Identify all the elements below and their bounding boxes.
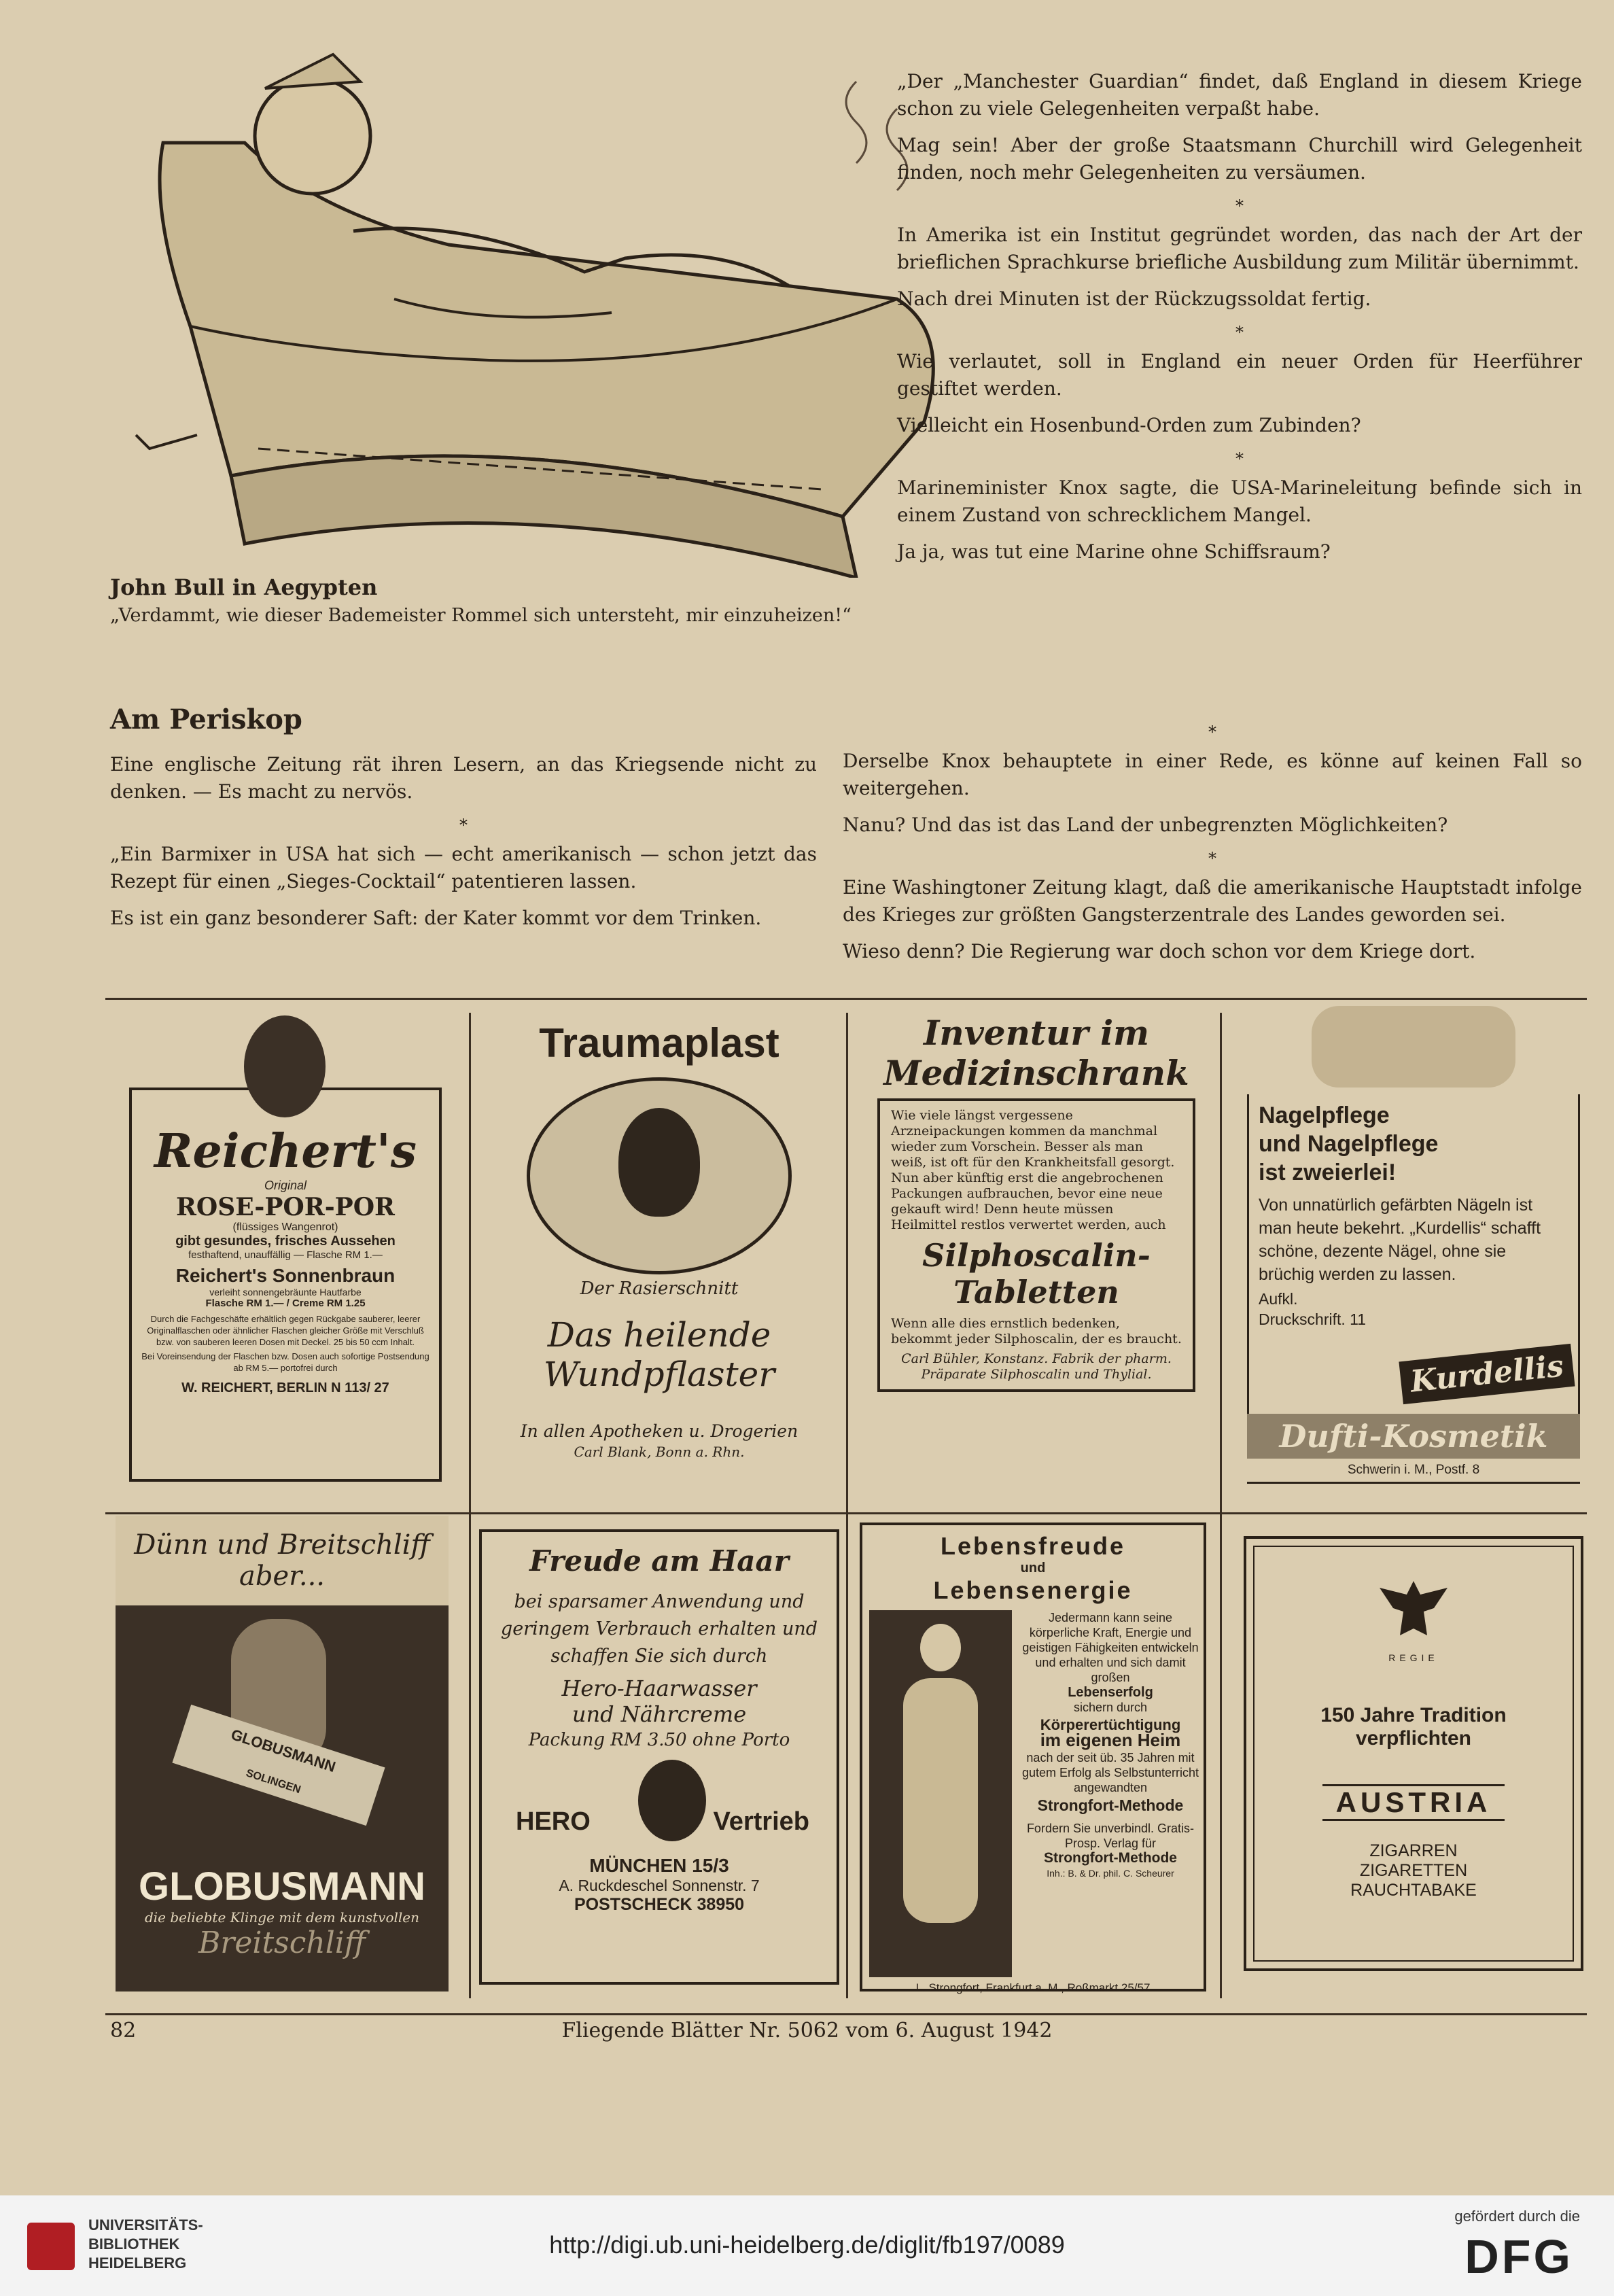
paragraph: Vielleicht ein Hosenbund-Orden zum Zubinden? [897, 414, 1361, 436]
strongfort-text: Jedermann kann seine körperliche Kraft, Energie und geistigen Fähigkeiten entwickeln und erhalten und sich damit großen [1022, 1611, 1199, 1684]
silphoscalin-title: Medizinschrank [883, 1053, 1189, 1093]
kurdellis-headline: und Nagelpflege [1259, 1131, 1439, 1157]
reichert-line: verleiht sonnengebräunte Hautfarbe [209, 1287, 362, 1298]
page-number: 82 [110, 2019, 137, 2042]
paragraph: Nanu? Und das ist das Land der unbegrenzten Möglichkeiten? [843, 814, 1448, 836]
paragraph: „Der „Manchester Guardian“ findet, daß England in diesem Kriege schon zu viele Gelegenheiten verpaßt habe. [897, 70, 1582, 120]
strongfort-method: Strongfort-Methode [1037, 1796, 1184, 1814]
separator-star: * [459, 816, 468, 835]
strongfort-bold: im eigenen Heim [1040, 1730, 1181, 1750]
divider-rule [105, 2013, 1587, 2015]
reichert-line: Durch die Fachgeschäfte erhältlich gegen Rückgabe sauberer, leerer Originalflaschen oder ähnlicher Flaschen gleicher Größe mit Verschluß bzw. von sauberen leeren Dosen mit Deckel. 25 bis 50 ccm Inhalt. [147, 1314, 424, 1347]
silphoscalin-product: Tabletten [953, 1274, 1119, 1310]
cartoon-caption: „Verdammt, wie dieser Bademeister Rommel sich untersteht, mir einzuheizen!“ [110, 605, 852, 626]
austria-product: ZIGARREN [1369, 1841, 1458, 1860]
hero-title: Freude am Haar [529, 1544, 789, 1578]
left-column [110, 751, 817, 941]
traumaplast-slogan: Das heilende [547, 1315, 771, 1355]
dfg-logo: DFG [1464, 2230, 1573, 2283]
austria-regie: REGIE [1388, 1652, 1439, 1663]
hero-logo-right: Vertrieb [713, 1807, 809, 1836]
strongfort-text: nach der seit üb. 35 Jahren mit gutem Erfolg als Selbstunterricht angewandten [1021, 1751, 1199, 1794]
reichert-original: Original [264, 1179, 307, 1192]
cartoon-illustration [109, 41, 985, 578]
silphoscalin-box [877, 1098, 1195, 1392]
kurdellis-headline: Nagelpflege [1259, 1102, 1390, 1128]
strongfort-owner: Inh.: B. & Dr. phil. C. Scheurer [1047, 1868, 1174, 1879]
divider-rule [469, 1013, 471, 1998]
divider-rule [105, 998, 1587, 1000]
austria-tradition: verpflichten [1355, 1727, 1472, 1750]
kurdellis-body: Von unnatürlich gefärbten Nägeln ist man heute bekehrt. „Kurdellis“ schafft schöne, dezente Nägel, ohne sie brüchig werden zu lassen. [1259, 1196, 1541, 1284]
globusmann-product: Breitschliff [198, 1926, 366, 1960]
separator-star: * [1208, 849, 1216, 868]
austria-product: RAUCHTABAKE [1350, 1881, 1477, 1900]
traumaplast-where: In allen Apotheken u. Drogerien [520, 1421, 799, 1441]
paragraph: In Amerika ist ein Institut gegründet worden, das nach der Art der brieflichen Sprachkurse briefliche Ausbildung zum Militär übernimmt. [897, 224, 1582, 273]
right-column-lower [843, 720, 1582, 975]
silphoscalin-maker: Carl Bühler, Konstanz. Fabrik der pharm. Präparate Silphoscalin und Thylial. [901, 1351, 1172, 1382]
archive-footer [0, 2195, 1614, 2296]
library-line: BIBLIOTHEK [88, 2236, 180, 2252]
strongfort-title: Lebensfreude [940, 1532, 1126, 1560]
archive-url-link[interactable]: http://digi.ub.uni-heidelberg.de/diglit/fb197/0089 [549, 2231, 1065, 2259]
strongfort-body-area [869, 1610, 1197, 1977]
reichert-product2: Reichert's Sonnenbraun [175, 1265, 396, 1286]
globusmann-headline: Dünn und Breitschliff aber... [116, 1516, 449, 1605]
hero-logo-left: HERO [516, 1807, 591, 1836]
ad-reichert [129, 1088, 442, 1482]
silphoscalin-title: Inventur im [923, 1013, 1150, 1053]
paragraph: „Ein Barmixer in USA hat sich — echt amerikanisch — schon jetzt das Rezept für einen „Sieges-Cocktail“ patentieren lassen. [110, 843, 817, 892]
globusmann-artwork [116, 1605, 449, 1864]
kurdellis-brand: Kurdellis [1399, 1344, 1575, 1404]
austria-inner-frame [1253, 1546, 1574, 1962]
kurdellis-box [1247, 1094, 1580, 1414]
silphoscalin-body: Wenn alle dies ernstlich bedenken, bekommt jeder Silphoscalin, der es braucht. [891, 1316, 1182, 1346]
silphoscalin-body: Wie viele längst vergessene Arzneipackungen kommen da manchmal wieder zum Vorschein. Besser als man weiß, ist oft für den Krankheitsfall gesorgt. Nun aber künftig erst die angebrochenen Packungen aufbrauchen, bevor eine neue gekauft wird! Denn heute müssen Heilmittel restlos verwertet werden, auch [891, 1108, 1175, 1232]
section-title: Am Periskop [110, 703, 302, 735]
hero-body: bei sparsamer Anwendung und geringem Verbrauch erhalten und schaffen Sie sich durch [500, 1591, 818, 1667]
blade-text: GLOBUSMANN [228, 1725, 338, 1776]
globusmann-brand: GLOBUSMANN [138, 1864, 426, 1909]
reichert-product: ROSE-POR-POR [176, 1193, 395, 1221]
reichert-line: festhaftend, unauffällig — Flasche RM 1.— [188, 1249, 383, 1261]
strongfort-bold: Körperertüchtigung [1040, 1716, 1181, 1733]
ad-globusmann [116, 1516, 449, 1991]
traumaplast-maker: Carl Blank, Bonn a. Rhn. [574, 1444, 745, 1460]
kurdellis-company: Dufti-Kosmetik [1247, 1414, 1580, 1459]
ad-strongfort [860, 1523, 1206, 1994]
austria-tradition: 150 Jahre Tradition [1320, 1704, 1507, 1726]
ad-hero [479, 1529, 839, 1985]
ad-silphoscalin [873, 1013, 1199, 1502]
traumaplast-oval-caption: Der Rasierschnitt [580, 1279, 739, 1299]
silphoscalin-product: Silphoscalin- [922, 1237, 1151, 1274]
strongfort-copy [1019, 1610, 1202, 1881]
head-silhouette-icon [638, 1760, 706, 1841]
kurdellis-aufkl: Aufkl. Druckschrift. 11 [1259, 1290, 1367, 1328]
separator-star: * [1235, 449, 1244, 468]
hero-city: MÜNCHEN 15/3 [589, 1855, 729, 1876]
separator-star: * [1208, 723, 1216, 742]
paragraph: Mag sein! Aber der große Staatsmann Churchill wird Gelegenheit finden, noch mehr Gelegenheiten zu versäumen. [897, 134, 1582, 184]
paragraph: Eine englische Zeitung rät ihren Lesern, an das Kriegsende nicht zu denken. — Es macht zu nervös. [110, 753, 817, 803]
strongfort-text: Fordern Sie unverbindl. Gratis-Prosp. Verlag für [1026, 1822, 1195, 1850]
paragraph: Derselbe Knox behauptete in einer Rede, es könne auf keinen Fall so weitergehen. [843, 750, 1582, 799]
reichert-sub: (flüssiges Wangenrot) [232, 1221, 338, 1233]
traumaplast-oval [527, 1077, 792, 1274]
hero-price: Packung RM 3.50 ohne Porto [528, 1730, 790, 1750]
strongfort-text: sichern durch [1073, 1701, 1148, 1714]
strongfort-method: Strongfort-Methode [1044, 1850, 1177, 1866]
hand-nails-icon [1312, 1006, 1515, 1088]
separator-star: * [1235, 323, 1244, 342]
divider-rule [1220, 1013, 1222, 1998]
divider-rule [846, 1013, 848, 1998]
strongfort-title: und [1020, 1561, 1046, 1576]
eagle-icon [1373, 1574, 1454, 1649]
strongfort-title: Lebensenergie [933, 1576, 1133, 1604]
woman-portrait-icon [244, 1015, 326, 1117]
traumaplast-slogan: Wundpflaster [543, 1355, 775, 1394]
hero-logo [495, 1760, 823, 1855]
library-line: HEIDELBERG [88, 2255, 187, 2272]
paragraph: Eine Washingtoner Zeitung klagt, daß die amerikanische Hauptstadt infolge des Krieges zur größten Gangsterzentrale des Landes geworden sei. [843, 876, 1582, 926]
reichert-line: gibt gesundes, frisches Aussehen [175, 1234, 396, 1249]
paragraph: Es ist ein ganz besonderer Saft: der Kater kommt vor dem Trinken. [110, 907, 762, 929]
austria-product: ZIGARETTEN [1359, 1861, 1468, 1880]
library-line: UNIVERSITÄTS- [88, 2216, 203, 2233]
paragraph: Nach drei Minuten ist der Rückzugssoldat fertig. [897, 288, 1371, 310]
hero-address: A. Ruckdeschel Sonnenstr. 7 [559, 1877, 760, 1894]
ad-traumaplast [496, 1020, 822, 1495]
strongfort-address: L. Strongfort, Frankfurt a. M., Roßmarkt 25/57 [915, 1981, 1151, 1994]
hero-product: Hero-Haarwasser [561, 1675, 757, 1701]
blade-text: SOLINGEN [244, 1767, 302, 1796]
reichert-brand: Reichert's [154, 1124, 417, 1179]
strongfort-text: Lebenserfolg [1068, 1685, 1153, 1700]
strongman-figure-icon [869, 1610, 1012, 1977]
kurdellis-address: Schwerin i. M., Postf. 8 [1247, 1459, 1580, 1484]
kurdellis-headline: ist zweierlei! [1259, 1160, 1397, 1185]
reichert-line: Flasche RM 1.— / Creme RM 1.25 [205, 1298, 366, 1309]
man-shaving-icon [618, 1108, 700, 1217]
hero-postscheck: POSTSCHECK 38950 [574, 1895, 745, 1914]
traumaplast-brand: Traumaplast [539, 1020, 779, 1066]
ad-austria [1244, 1536, 1583, 1971]
reichert-line: Bei Voreinsendung der Flaschen bzw. Dosen auch sofortige Postsendung ab RM 5.— portofrei durch [141, 1351, 429, 1373]
hero-product: und Nährcreme [572, 1701, 747, 1727]
ad-kurdellis [1247, 1006, 1580, 1502]
paragraph: Wieso denn? Die Regierung war doch schon vor dem Kriege dort. [843, 940, 1476, 962]
separator-star: * [1235, 196, 1244, 215]
funded-by: gefördert durch die [1454, 2208, 1580, 2225]
cartoon-title: John Bull in Aegypten [110, 574, 378, 600]
paragraph: Marineminister Knox sagte, die USA-Marineleitung befinde sich in einem Zustand von schrecklichem Mangel. [897, 476, 1582, 526]
publication-line: Fliegende Blätter Nr. 5062 vom 6. August 1942 [561, 2019, 1053, 2042]
paragraph: Wie verlautet, soll in England ein neuer Orden für Heerführer gestiftet werden. [897, 350, 1582, 400]
right-column [897, 68, 1582, 575]
globusmann-tagline: die beliebte Klinge mit dem kunstvollen [144, 1909, 420, 1926]
paragraph: Ja ja, was tut eine Marine ohne Schiffsraum? [897, 540, 1331, 563]
reichert-address: W. REICHERT, BERLIN N 113/ 27 [181, 1380, 389, 1395]
austria-brand: AUSTRIA [1322, 1784, 1505, 1821]
